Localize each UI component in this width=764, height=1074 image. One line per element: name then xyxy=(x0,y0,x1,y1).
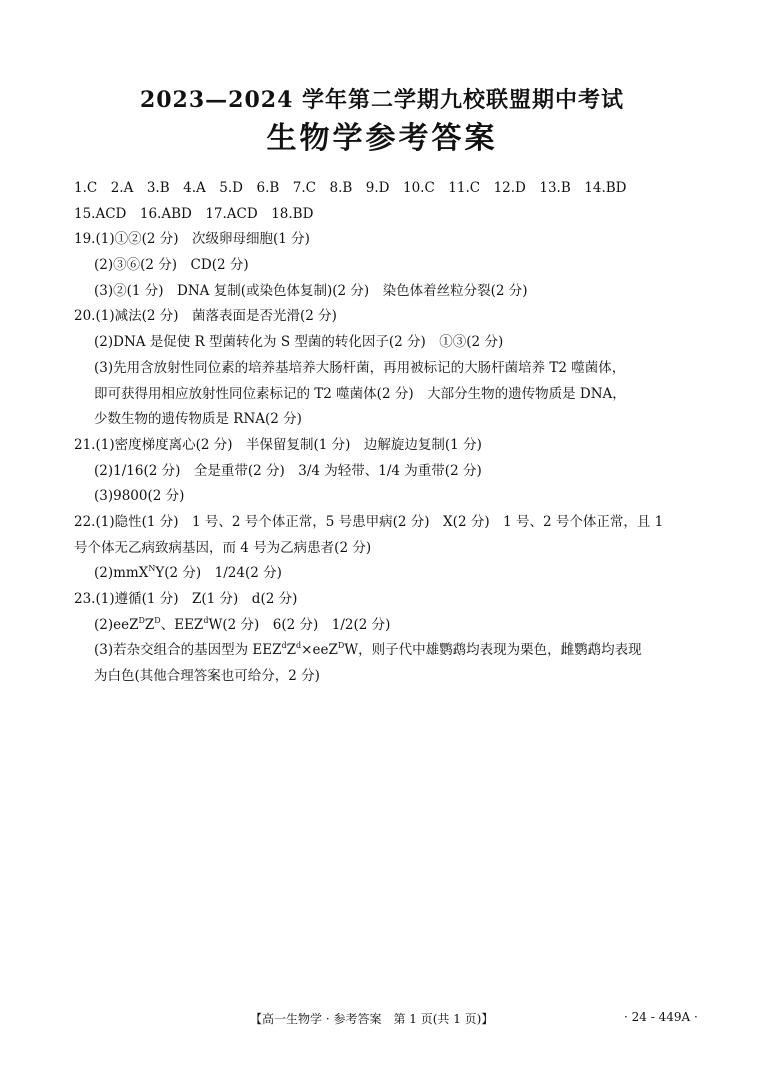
superscript: N xyxy=(148,564,156,574)
superscript: d xyxy=(203,615,209,625)
document-code: · 24 - 449A · xyxy=(624,1010,698,1024)
answer-line: (3)②(1 分) DNA 复制(或染色体复制)(2 分) 染色体着丝粒分裂(2 分) xyxy=(94,282,528,299)
text-segment: (2)eeZ xyxy=(94,616,139,633)
text-segment: W(2 分) 6(2 分) 1/2(2 分) xyxy=(208,616,391,633)
superscript: D xyxy=(138,615,145,625)
answer-line: (3)9800(2 分) xyxy=(94,488,185,505)
answer-line: 21.(1)密度梯度离心(2 分) 半保留复制(1 分) 边解旋边复制(1 分) xyxy=(74,436,482,453)
superscript: D xyxy=(154,615,161,625)
text-segment: 、EEZ xyxy=(160,616,204,633)
text-segment: Z xyxy=(144,616,155,633)
superscript: d xyxy=(296,641,302,651)
answer-line: 少数生物的遗传物质是 RNA(2 分) xyxy=(94,411,302,428)
answer-line-genotype xyxy=(74,613,724,639)
answer-line: (3)先用含放射性同位素的培养基培养大肠杆菌，再用被标记的大肠杆菌培养 T2 噬菌体， xyxy=(94,359,626,376)
answer-line: (2)DNA 是促使 R 型菌转化为 S 型菌的转化因子(2 分) ①③(2 分) xyxy=(94,334,504,351)
answer-line: 1.C 2.A 3.B 4.A 5.D 6.B 7.C 8.B 9.D 10.C 11.C 12.D 13.B 14.BD xyxy=(74,180,627,196)
page-footer: 【高一生物学 · 参考答案 第 1 页(共 1 页)】 xyxy=(250,1012,494,1026)
text-segment: Z xyxy=(286,642,297,659)
superscript: D xyxy=(337,641,345,651)
answer-line: 号个体无乙病致病基因，而 4 号为乙病患者(2 分) xyxy=(74,539,372,556)
text-segment: (2)mmX xyxy=(94,565,149,582)
answer-line: 22.(1)隐性(1 分) 1 号、2 号个体正常，5 号患甲病(2 分) X(2 分) 1 号、2 号个体正常，且 1 xyxy=(74,513,664,530)
answer-line-genotype xyxy=(74,561,724,587)
exam-title: 2023—2024 学年第二学期九校联盟期中考试 xyxy=(139,87,625,113)
answer-line: 20.(1)减法(2 分) 菌落表面是否光滑(2 分) xyxy=(74,308,337,325)
answer-line: 23.(1)遵循(1 分) Z(1 分) d(2 分) xyxy=(74,591,298,607)
answer-line: 即可获得用相应放射性同位素标记的 T2 噬菌体(2 分) 大部分生物的遗传物质是 DNA， xyxy=(94,385,626,402)
answer-line: (2)③⑥(2 分) CD(2 分) xyxy=(94,257,249,274)
page-title: 生物学参考答案 xyxy=(266,121,498,156)
answer-line: 19.(1)①②(2 分) 次级卵母细胞(1 分) xyxy=(74,231,310,248)
answer-line: (2)1/16(2 分) 全是重带(2 分) 3/4 为轻带、1/4 为重带(2 分) xyxy=(94,462,482,479)
text-segment: (3)若杂交组合的基因型为 EEZ xyxy=(94,642,282,659)
text-segment: ×eeZ xyxy=(301,642,338,659)
text-segment: Y(2 分) 1/24(2 分) xyxy=(155,565,282,582)
answer-line-genotype xyxy=(74,638,724,664)
answer-line: 为白色(其他合理答案也可给分，2 分) xyxy=(94,668,320,685)
superscript: d xyxy=(281,641,287,651)
answer-list xyxy=(74,176,724,690)
text-segment: W，则子代中雄鹦鹉均表现为栗色，雌鹦鹉均表现 xyxy=(344,642,642,659)
answer-line: 15.ACD 16.ABD 17.ACD 18.BD xyxy=(74,205,314,222)
